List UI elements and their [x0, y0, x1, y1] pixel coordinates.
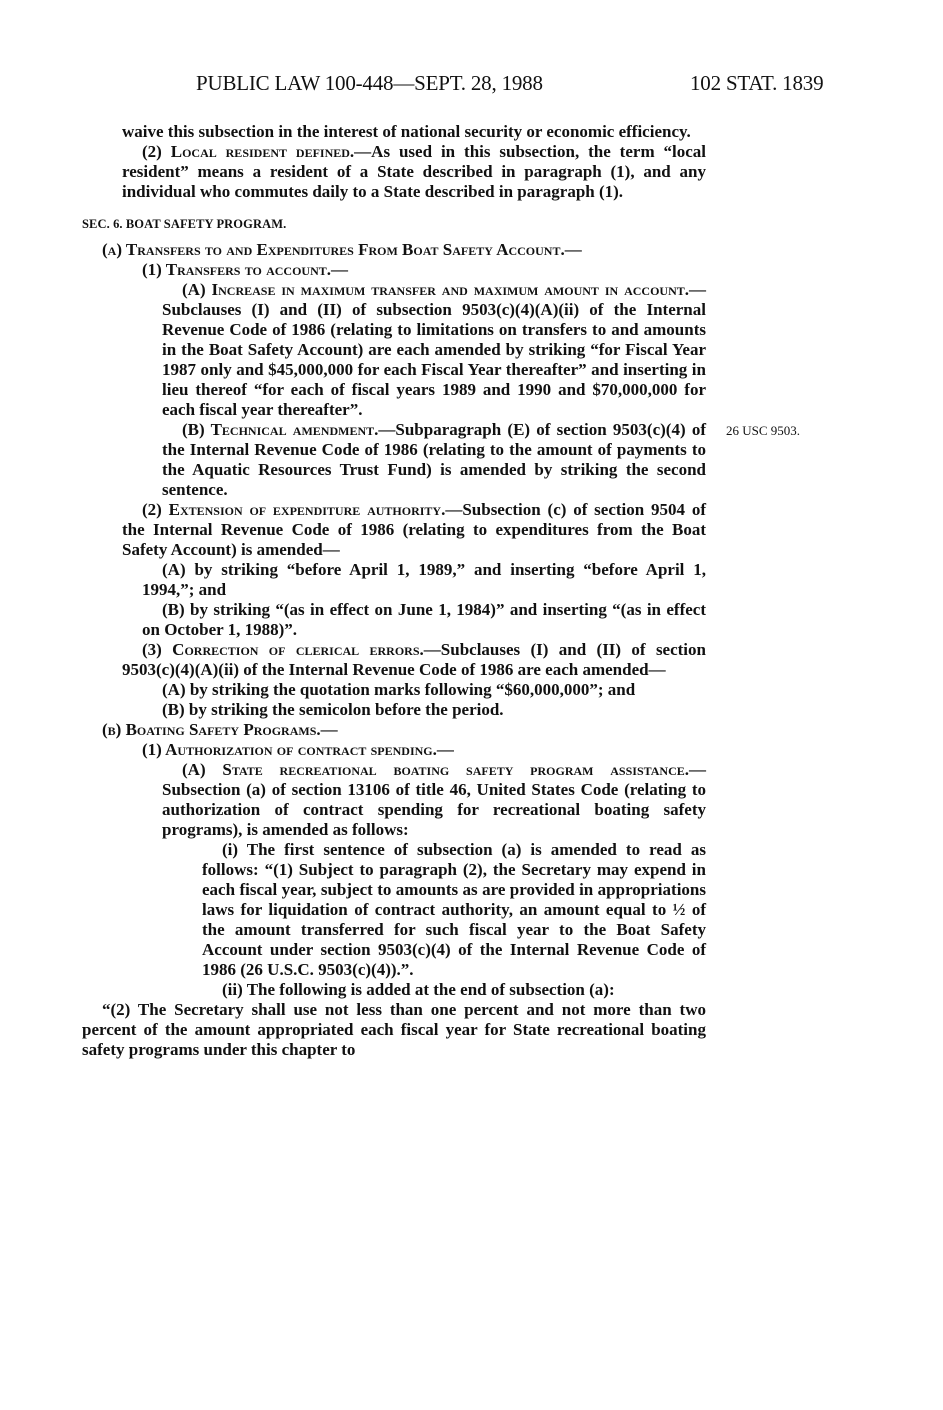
para-a3: [82, 640, 706, 680]
heading-b1: (1) Authorization of contract spending.: [142, 740, 437, 759]
para-a3A: (A) by striking the quotation marks following “$60,000,000”; and: [162, 680, 636, 699]
header-public-law: PUBLIC LAW 100-448—SEPT. 28, 1988: [196, 71, 543, 95]
text-bA: —Subsection (a) of section 13106 of title 46, United States Code (relating to authorization of contract spending for recreational boating safety programs), is amended as follows:: [162, 760, 706, 839]
para-a3B: (B) by striking the semicolon before the period.: [162, 700, 504, 719]
text-aB: —Subparagraph (E) of section 9503(c)(4) of the Internal Revenue Code of 1986 (relating to the amount of payments to the Aquatic Resources Trust Fund) is amended by striking the second sentence.: [162, 420, 706, 499]
text-a3: —Subclauses (I) and (II) of section 9503(c)(4)(A)(ii) of the Internal Revenue Code of 1986 are each amended—: [122, 640, 706, 679]
heading-a1: (1) Transfers to account.: [142, 260, 331, 279]
text-aA: —Subclauses (I) and (II) of subsection 9503(c)(4)(A)(ii) of the Internal Revenue Code of 1986 (relating to limitations on transfers to and amounts in the Boat Safety Account) are each amended by striking “for Fiscal Year 1987 only and $45,000,000 for each Fiscal Year thereafter” and inserting in lieu thereof “for each of fiscal years 1989 and 1990 and $70,000,000 for each fiscal year thereafter”.: [162, 280, 706, 419]
para-bii: (ii) The following is added at the end of subsection (a):: [222, 980, 615, 999]
heading-local-resident: (2) Local resident defined.: [142, 142, 355, 161]
para-quoted-2: “(2) The Secretary shall use not less than one percent and not more than two percent of the amount appropriated each fiscal year for State recreational boating safety programs under this chapter to: [82, 1000, 706, 1059]
para-local-resident: [82, 142, 706, 202]
heading-a: (a) Transfers to and Expenditures From Boat Safety Account.: [102, 240, 565, 259]
section-heading: SEC. 6. BOAT SAFETY PROGRAM.: [82, 217, 287, 231]
heading-a3: (3) Correction of clerical errors.: [142, 640, 424, 659]
para-a2A: (A) by striking “before April 1, 1989,” and inserting “before April 1, 1994,”; and: [142, 560, 706, 599]
text-b1: —: [436, 740, 454, 759]
document-body: [82, 122, 706, 1060]
para-a2: [82, 500, 706, 560]
para-waive: waive this subsection in the interest of national security or economic efficiency.: [122, 122, 691, 141]
para-a1: [82, 260, 706, 280]
text-local-resident: —As used in this subsection, the term “local resident” means a resident of a State described in paragraph (1), and any individual who commutes daily to a State described in paragraph (1).: [122, 142, 706, 201]
heading-aA: (A) Increase in maximum transfer and maximum amount in account.: [182, 280, 689, 299]
para-a: [82, 240, 706, 260]
para-aA: [82, 280, 706, 420]
header-stat-page: 102 STAT. 1839: [690, 71, 824, 95]
heading-b: (b) Boating Safety Programs.: [102, 720, 321, 739]
para-b1: [82, 740, 706, 760]
margin-citation: 26 USC 9503.: [726, 423, 801, 438]
text-a1: —: [331, 260, 348, 279]
heading-bA: (A) State recreational boating safety program assistance.: [182, 760, 689, 779]
text-b: —: [320, 720, 338, 739]
text-a: —: [564, 240, 582, 259]
para-bA: [82, 760, 706, 840]
heading-aB: (B) Technical amendment.: [182, 420, 379, 439]
text-a2: —Subsection (c) of section 9504 of the Internal Revenue Code of 1986 (relating to expenditures from the Boat Safety Account) is amended—: [122, 500, 706, 559]
para-aB: [82, 420, 706, 500]
heading-a2: (2) Extension of expenditure authority.: [142, 500, 446, 519]
para-b: [82, 720, 706, 740]
para-a2B: (B) by striking “(as in effect on June 1, 1984)” and inserting “(as in effect on October 1, 1988)”.: [142, 600, 706, 639]
para-bi: (i) The first sentence of subsection (a) is amended to read as follows: “(1) Subject to paragraph (2), the Secretary may expend in each fiscal year, subject to amounts as are provided in appropriations laws for liquidation of contract authority, an amount equal to ½ of the amount transferred for such fiscal year to the Boat Safety Account under section 9503(c)(4) of the Internal Revenue Code of 1986 (26 U.S.C. 9503(c)(4)).”.: [202, 840, 706, 979]
